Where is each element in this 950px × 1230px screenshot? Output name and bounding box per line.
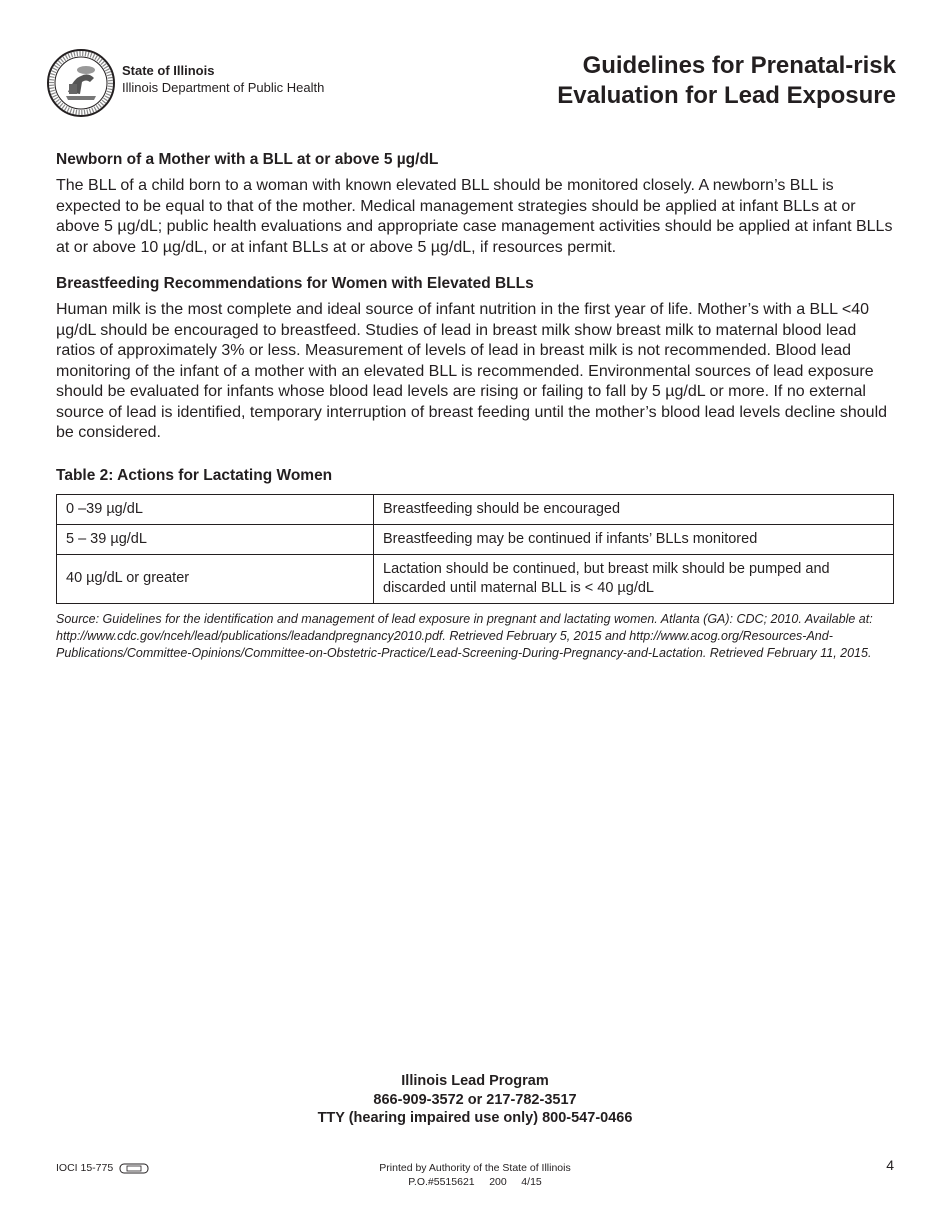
state-seal-icon [46, 48, 116, 118]
section-body-newborn: The BLL of a child born to a woman with known elevated BLL should be monitored closely. A newborn’s BLL is expected to be equal to that of the mother. Medical management strategies should be applied at infant BLLs at or above 5 µg/dL; public health evaluations and appropriate case management activities should be applied at infant BLLs at or above 10 µg/dL, or at infant BLLs at or above 5 µg/dL, if resources permit. [56, 177, 893, 256]
footer-contact [0, 1072, 950, 1128]
action-cell: Breastfeeding may be continued if infants’ BLLs monitored [374, 524, 894, 554]
program-phones: 866-909-3572 or 217-782-3517 [373, 1091, 577, 1108]
agency-name: State of Illinois [122, 63, 215, 78]
table-row [57, 524, 894, 554]
action-cell: Breastfeeding should be encouraged [374, 494, 894, 524]
bll-level-cell: 0 –39 µg/dL [57, 494, 374, 524]
section-heading-breastfeeding: Breastfeeding Recommendations for Women with Elevated BLLs [56, 275, 534, 292]
action-cell: Lactation should be continued, but breast milk should be pumped and discarded until maternal BLL is < 40 µg/dL [374, 554, 894, 603]
table-row [57, 554, 894, 603]
tty-line: TTY (hearing impaired use only) 800-547-0466 [317, 1110, 633, 1126]
main-content [56, 150, 896, 662]
title-line-2: Evaluation for Lead Exposure [557, 82, 896, 109]
agency-block [122, 62, 324, 96]
title-line-1: Guidelines for Prenatal-risk [582, 52, 896, 79]
print-authority [0, 1161, 950, 1189]
po-line: P.O.#5515621 200 4/15 [408, 1176, 542, 1188]
form-id: IOCI 15-775 [56, 1162, 114, 1174]
section-heading-newborn: Newborn of a Mother with a BLL at or above 5 µg/dL [56, 151, 439, 168]
source-citation: Source: Guidelines for the identification and management of lead exposure in pregnant and lactating women. Atlanta (GA): CDC; 2010. Available at: http://www.cdc.gov/nceh/lead/publications/leadandpregnancy2010.pdf. Retrieved February 5, 2015 and http://www.acog.org/Resources-And-Publications/Committee-Opinions/Committee-on-Obstetric-Practice/Lead-Screening-During-Pregnancy-and-Lactation. Retrieved February 11, 2015. [56, 611, 873, 660]
document-title [557, 51, 896, 111]
department-name: Illinois Department of Public Health [122, 80, 325, 95]
page-header [46, 46, 896, 126]
page-number: 4 [886, 1157, 894, 1173]
program-name: Illinois Lead Program [401, 1073, 549, 1089]
table-caption: Table 2: Actions for Lactating Women [56, 466, 333, 484]
section-body-breastfeeding: Human milk is the most complete and ideal source of infant nutrition in the first year of life. Mother’s with a BLL <40 µg/dL should be encouraged to breastfeed. Studies of lead in breast milk show breast milk to maternal blood lead ratios of approximately 3% or less. Measurement of levels of lead in breast milk is not recommended. Blood lead monitoring of the infant of a mother with an elevated BLL is recommended. Environmental sources of lead exposure should be evaluated for infants whose blood lead levels are rising or failing to fall by 5 µg/dL or more. If no external source of lead is identified, temporary interruption of breast feeding until the mother’s blood lead levels decline should be considered. [56, 301, 888, 441]
lactation-actions-table [56, 494, 894, 604]
bll-level-cell: 40 µg/dL or greater [57, 554, 374, 603]
table-row [57, 494, 894, 524]
printed-by: Printed by Authority of the State of Illinois [379, 1162, 571, 1174]
bll-level-cell: 5 – 39 µg/dL [57, 524, 374, 554]
